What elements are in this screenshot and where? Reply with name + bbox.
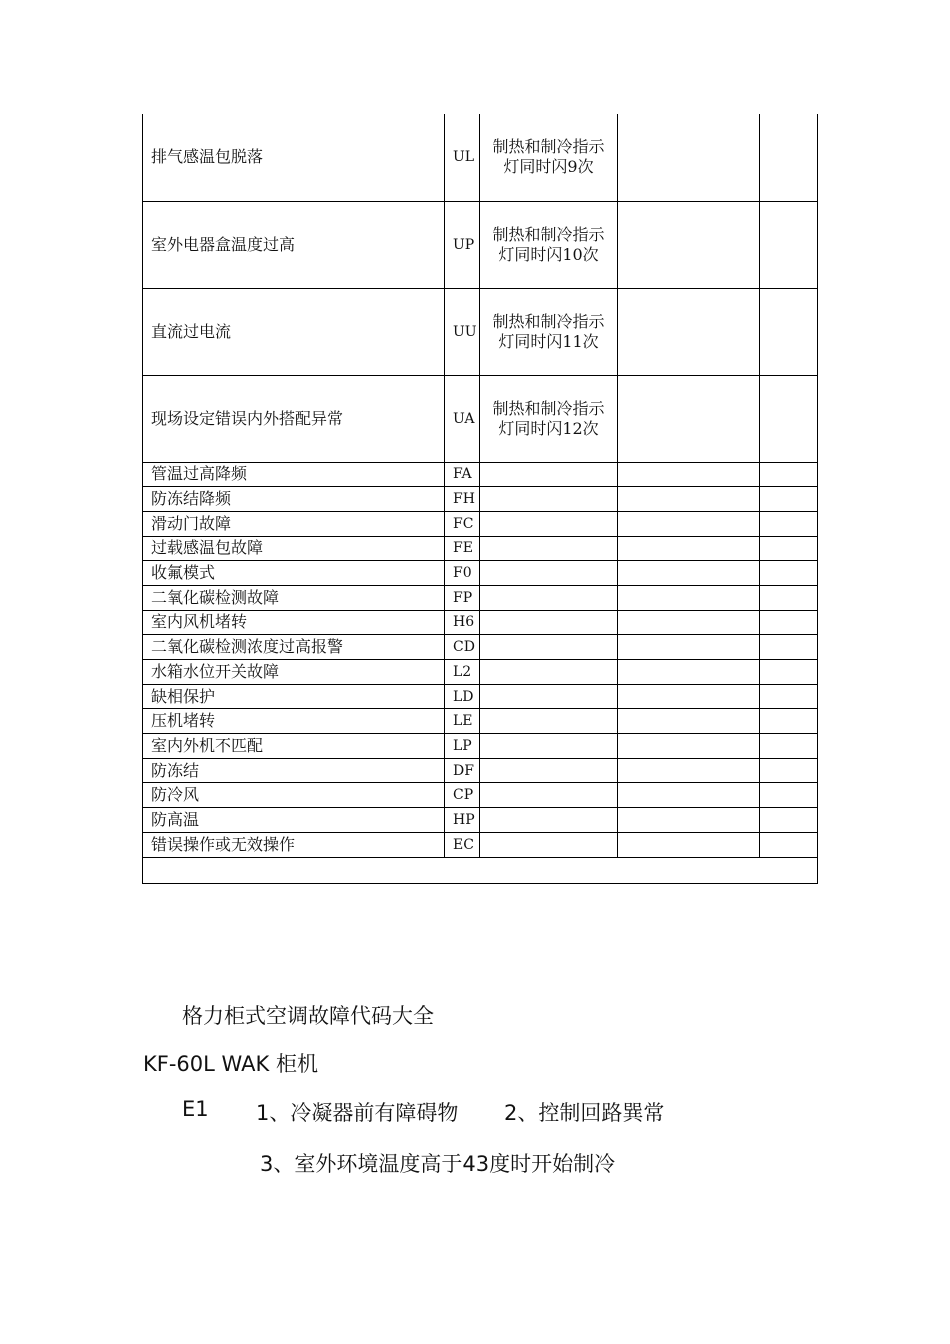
- cause-number: 2: [504, 1101, 518, 1125]
- indicator-cell: [480, 783, 618, 808]
- empty-cell: [760, 660, 818, 685]
- fault-name-cell: 室内外机不匹配: [143, 734, 445, 759]
- cause-text: 、冷凝器前有障碍物: [269, 1101, 459, 1125]
- empty-cell: [618, 684, 760, 709]
- indicator-cell: [480, 832, 618, 857]
- fault-code-table: [142, 114, 818, 884]
- fault-code-cell: DF: [445, 758, 480, 783]
- model-line: [143, 1048, 318, 1078]
- e1-cause-1: [256, 1097, 458, 1127]
- table-row: [143, 511, 818, 536]
- empty-cell: [760, 114, 818, 201]
- empty-cell: [618, 511, 760, 536]
- fault-name-cell: 防冷风: [143, 783, 445, 808]
- cause-number: 1: [256, 1101, 270, 1125]
- table-row: [143, 808, 818, 833]
- indicator-cell: [480, 511, 618, 536]
- cause-text: 、室外环境温度高于: [273, 1152, 463, 1176]
- indicator-cell: 制热和制冷指示灯同时闪10次: [480, 201, 618, 288]
- fault-code-cell: CD: [445, 635, 480, 660]
- fault-name-cell: 过载感温包故障: [143, 536, 445, 561]
- table-row: [143, 709, 818, 734]
- fault-code-cell: LD: [445, 684, 480, 709]
- indicator-cell: [480, 758, 618, 783]
- model-type: 柜机: [275, 1052, 318, 1076]
- indicator-cell: [480, 462, 618, 487]
- table-row: [143, 561, 818, 586]
- cause-number: 3: [260, 1152, 274, 1176]
- empty-cell: [760, 758, 818, 783]
- indicator-cell: [480, 635, 618, 660]
- empty-cell: [618, 585, 760, 610]
- empty-cell: [760, 487, 818, 512]
- empty-cell: [618, 783, 760, 808]
- table-row: [143, 734, 818, 759]
- fault-name-cell: 防冻结: [143, 758, 445, 783]
- table-row: [143, 114, 818, 201]
- empty-cell: [618, 610, 760, 635]
- model-number: KF-60L WAK: [143, 1052, 270, 1076]
- table-row: [143, 201, 818, 288]
- fault-name-cell: 二氧化碳检测故障: [143, 585, 445, 610]
- fault-name-cell: 室内风机堵转: [143, 610, 445, 635]
- empty-cell: [760, 585, 818, 610]
- blank-row: [143, 857, 818, 883]
- fault-code-cell: FC: [445, 511, 480, 536]
- table-row: [143, 832, 818, 857]
- temperature-value: 43: [462, 1152, 490, 1176]
- table-row: [143, 610, 818, 635]
- fault-name-cell: 水箱水位开关故障: [143, 660, 445, 685]
- fault-name-cell: 缺相保护: [143, 684, 445, 709]
- fault-code-cell: CP: [445, 783, 480, 808]
- fault-code-cell: FE: [445, 536, 480, 561]
- fault-code-cell: L2: [445, 660, 480, 685]
- empty-cell: [618, 832, 760, 857]
- empty-cell: [618, 375, 760, 462]
- cause-text: 度时开始制冷: [489, 1152, 616, 1176]
- empty-cell: [618, 808, 760, 833]
- fault-code-cell: H6: [445, 610, 480, 635]
- fault-code-cell: UP: [445, 201, 480, 288]
- empty-cell: [618, 462, 760, 487]
- table-row: [143, 288, 818, 375]
- empty-cell: [760, 288, 818, 375]
- empty-cell: [760, 635, 818, 660]
- indicator-cell: 制热和制冷指示灯同时闪9次: [480, 114, 618, 201]
- empty-cell: [760, 734, 818, 759]
- fault-code-cell: FH: [445, 487, 480, 512]
- empty-cell: [618, 288, 760, 375]
- empty-cell: [760, 709, 818, 734]
- fault-code-cell: F0: [445, 561, 480, 586]
- table-row: [143, 660, 818, 685]
- fault-code-cell: FP: [445, 585, 480, 610]
- indicator-cell: [480, 487, 618, 512]
- indicator-cell: [480, 561, 618, 586]
- empty-cell: [760, 375, 818, 462]
- empty-cell: [618, 734, 760, 759]
- indicator-cell: [480, 660, 618, 685]
- fault-name-cell: 压机堵转: [143, 709, 445, 734]
- empty-cell: [618, 201, 760, 288]
- fault-name-cell: 管温过高降频: [143, 462, 445, 487]
- fault-code-cell: HP: [445, 808, 480, 833]
- fault-code-cell: UL: [445, 114, 480, 201]
- page-heading: 格力柜式空调故障代码大全: [182, 1004, 434, 1028]
- empty-cell: [760, 536, 818, 561]
- indicator-cell: [480, 536, 618, 561]
- indicator-cell: [480, 585, 618, 610]
- empty-cell: [618, 487, 760, 512]
- error-code-e1: E1: [182, 1097, 209, 1121]
- fault-table-body: [143, 114, 818, 883]
- empty-cell: [760, 832, 818, 857]
- blank-cell: [143, 857, 818, 883]
- empty-cell: [618, 660, 760, 685]
- empty-cell: [760, 808, 818, 833]
- fault-name-cell: 滑动门故障: [143, 511, 445, 536]
- fault-code-cell: UA: [445, 375, 480, 462]
- table-row: [143, 758, 818, 783]
- empty-cell: [760, 201, 818, 288]
- empty-cell: [618, 561, 760, 586]
- fault-name-cell: 错误操作或无效操作: [143, 832, 445, 857]
- empty-cell: [760, 561, 818, 586]
- table-row: [143, 635, 818, 660]
- indicator-cell: [480, 684, 618, 709]
- indicator-cell: [480, 709, 618, 734]
- empty-cell: [618, 536, 760, 561]
- empty-cell: [760, 783, 818, 808]
- e1-cause-3: [260, 1148, 615, 1178]
- fault-name-cell: 防高温: [143, 808, 445, 833]
- cause-text: 、控制回路巽常: [517, 1101, 665, 1125]
- fault-name-cell: 现场设定错误内外搭配异常: [143, 375, 445, 462]
- table-row: [143, 684, 818, 709]
- indicator-cell: [480, 734, 618, 759]
- table-row: [143, 783, 818, 808]
- table-row: [143, 536, 818, 561]
- fault-code-cell: LP: [445, 734, 480, 759]
- indicator-cell: 制热和制冷指示灯同时闪11次: [480, 288, 618, 375]
- empty-cell: [760, 610, 818, 635]
- empty-cell: [618, 709, 760, 734]
- fault-name-cell: 收氟模式: [143, 561, 445, 586]
- indicator-cell: [480, 610, 618, 635]
- fault-name-cell: 排气感温包脱落: [143, 114, 445, 201]
- empty-cell: [618, 758, 760, 783]
- empty-cell: [760, 511, 818, 536]
- fault-code-cell: FA: [445, 462, 480, 487]
- fault-code-cell: LE: [445, 709, 480, 734]
- empty-cell: [760, 684, 818, 709]
- table-row: [143, 462, 818, 487]
- table-row: [143, 375, 818, 462]
- fault-name-cell: 直流过电流: [143, 288, 445, 375]
- fault-code-cell: EC: [445, 832, 480, 857]
- fault-name-cell: 室外电器盒温度过高: [143, 201, 445, 288]
- indicator-cell: [480, 808, 618, 833]
- empty-cell: [618, 635, 760, 660]
- table-row: [143, 585, 818, 610]
- empty-cell: [618, 114, 760, 201]
- empty-cell: [760, 462, 818, 487]
- fault-name-cell: 防冻结降频: [143, 487, 445, 512]
- fault-code-cell: UU: [445, 288, 480, 375]
- e1-cause-2: [504, 1097, 664, 1127]
- table-row: [143, 487, 818, 512]
- indicator-cell: 制热和制冷指示灯同时闪12次: [480, 375, 618, 462]
- fault-name-cell: 二氧化碳检测浓度过高报警: [143, 635, 445, 660]
